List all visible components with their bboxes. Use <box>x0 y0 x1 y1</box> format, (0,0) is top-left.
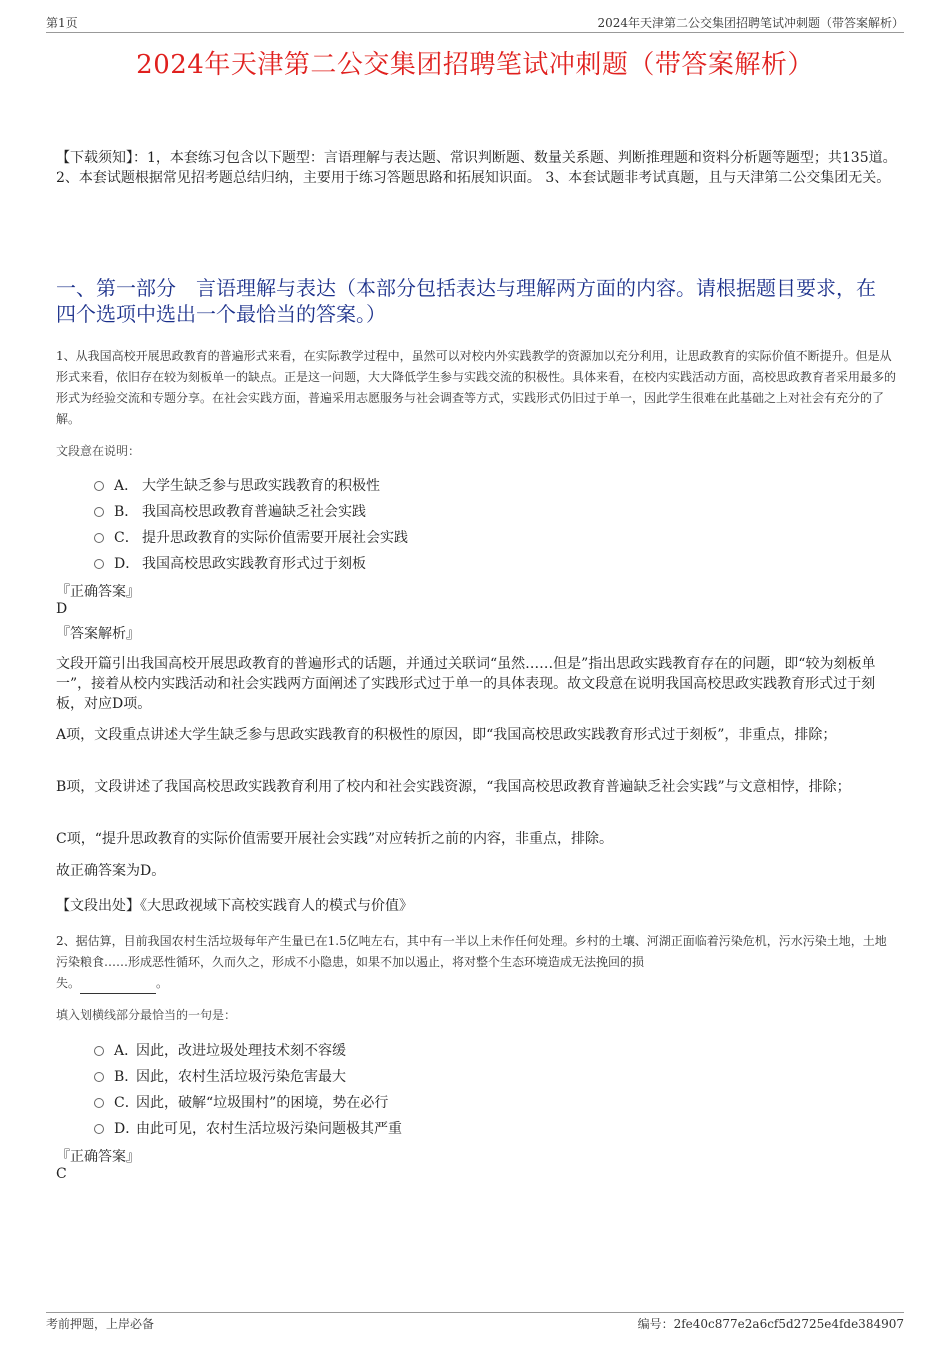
answer-value: D <box>56 601 68 617</box>
option-letter: C． <box>114 1095 139 1111</box>
page-footer <box>46 1312 904 1333</box>
question-1-prompt: 文段意在说明： <box>56 444 141 458</box>
section-heading: 一、第一部分 言语理解与表达（本部分包括表达与理解两方面的内容。请根据题目要求，在四个选项中选出一个最恰当的答案。） <box>56 276 876 326</box>
source-citation: 【文段出处】《大思政视域下高校实践育人的模式与价值》 <box>56 898 413 914</box>
option-text: 大学生缺乏参与思政实践教育的积极性 <box>142 478 380 494</box>
option-b[interactable] <box>94 503 366 521</box>
option-c[interactable] <box>94 1094 388 1112</box>
radio-icon[interactable] <box>94 507 104 517</box>
analysis-paragraph: C项，“提升思政教育的实际价值需要开展社会实践”对应转折之前的内容，非重点，排除。 <box>56 831 614 847</box>
option-letter: D． <box>114 556 140 572</box>
question-1-text: 1、从我国高校开展思政教育的普遍形式来看，在实际教学过程中，虽然可以对校内外实践教学的资源加以充分利用，让思政教育的实际价值不断提升。但是从形式来看，依旧存在较为刻板单一的缺点。正是这一问题，大大降低学生参与实践交流的积极性。具体来看，在校内实践活动方面，高校思政教育者采用最多的形式为经验交流和专题分享。在社会实践方面，普遍采用志愿服务与社会调查等方式，实践形式仍旧过于单一，因此学生很难在此基础之上对社会有充分的了解。 <box>56 349 897 426</box>
radio-icon[interactable] <box>94 481 104 491</box>
option-c[interactable] <box>94 529 408 547</box>
question-2-prompt: 填入划横线部分最恰当的一句是： <box>56 1008 237 1022</box>
radio-icon[interactable] <box>94 533 104 543</box>
option-d[interactable] <box>94 555 366 573</box>
option-text: 我国高校思政实践教育形式过于刻板 <box>142 556 366 572</box>
radio-icon[interactable] <box>94 1072 104 1082</box>
footer-slogan: 考前押题，上岸必备 <box>46 1317 155 1331</box>
page-header <box>46 14 904 33</box>
option-text: 我国高校思政教育普遍缺乏社会实践 <box>142 504 366 520</box>
analysis-label: 『答案解析』 <box>56 626 140 642</box>
radio-icon[interactable] <box>94 559 104 569</box>
option-d[interactable] <box>94 1120 402 1138</box>
option-letter: C． <box>114 530 139 546</box>
option-letter: A． <box>114 478 139 494</box>
answer-label: 『正确答案』 <box>56 584 140 600</box>
option-letter: B． <box>114 1069 139 1085</box>
option-text: 因此，改进垃圾处理技术刻不容缓 <box>136 1043 346 1059</box>
analysis-paragraph: 文段开篇引出我国高校开展思政教育的普遍形式的话题，并通过关联词“虽然……但是”指出思政实践教育存在的问题，即“较为刻板单一”，接着从校内实践活动和社会实践两方面阐述了实践形式过于单一的具体表现。故文段意在说明我国高校思政实践教育形式过于刻板，对应D项。 <box>56 656 876 712</box>
question-2-text <box>56 931 898 994</box>
option-letter: A． <box>114 1043 139 1059</box>
analysis-paragraph: B项，文段讲述了我国高校思政实践教育利用了校内和社会实践资源，“我国高校思政教育普遍缺乏社会实践”与文意相悖，排除； <box>56 779 851 795</box>
page-number: 第1页 <box>46 16 78 30</box>
option-a[interactable] <box>94 1042 346 1060</box>
header-doc-title: 2024年天津第二公交集团招聘笔试冲刺题（带答案解析） <box>597 16 904 30</box>
option-text: 因此，破解“垃圾围村”的困境，势在必行 <box>136 1095 389 1111</box>
option-letter: D． <box>114 1121 140 1137</box>
analysis-paragraph: 故正确答案为D。 <box>56 863 166 879</box>
answer-value: C <box>56 1166 67 1182</box>
question-2-body: 2、据估算，目前我国农村生活垃圾每年产生量已在1.5亿吨左右，其中有一半以上未作任何处理。乡村的土壤、河湖正面临着污染危机，污水污染土地，土地污染粮食……形成恶性循环，久而久之，形成不小隐患，如果不加以遏止，将对整个生态环境造成无法挽回的损 <box>56 934 887 969</box>
option-text: 由此可见，农村生活垃圾污染问题极其严重 <box>136 1121 402 1137</box>
radio-icon[interactable] <box>94 1046 104 1056</box>
radio-icon[interactable] <box>94 1124 104 1134</box>
download-notice: 【下载须知】：1，本套练习包含以下题型：言语理解与表达题、常识判断题、数量关系题、判断推理题和资料分析题等题型；共135道。 2、本套试题根据常见招考题总结归纳，主要用于练习答题思路和拓展知识面。 3、本套试题非考试真题，且与天津第二公交集团无关。 <box>56 150 897 186</box>
option-b[interactable] <box>94 1068 346 1086</box>
option-text: 提升思政教育的实际价值需要开展社会实践 <box>142 530 408 546</box>
question-2-tail: 。 <box>156 976 169 990</box>
footer-serial: 编号：2fe40c877e2a6cf5d2725e4fde384907 <box>637 1317 904 1331</box>
option-letter: B． <box>114 504 139 520</box>
option-a[interactable] <box>94 477 380 495</box>
answer-label: 『正确答案』 <box>56 1149 140 1165</box>
option-text: 因此，农村生活垃圾污染危害最大 <box>136 1069 346 1085</box>
question-2-end: 失。 <box>56 976 81 990</box>
analysis-paragraph: A项，文段重点讲述大学生缺乏参与思政实践教育的积极性的原因，即“我国高校思政实践教育形式过于刻板”，非重点，排除； <box>56 727 837 743</box>
document-title: 2024年天津第二公交集团招聘笔试冲刺题（带答案解析） <box>136 50 814 80</box>
radio-icon[interactable] <box>94 1098 104 1108</box>
fill-blank <box>80 981 156 994</box>
